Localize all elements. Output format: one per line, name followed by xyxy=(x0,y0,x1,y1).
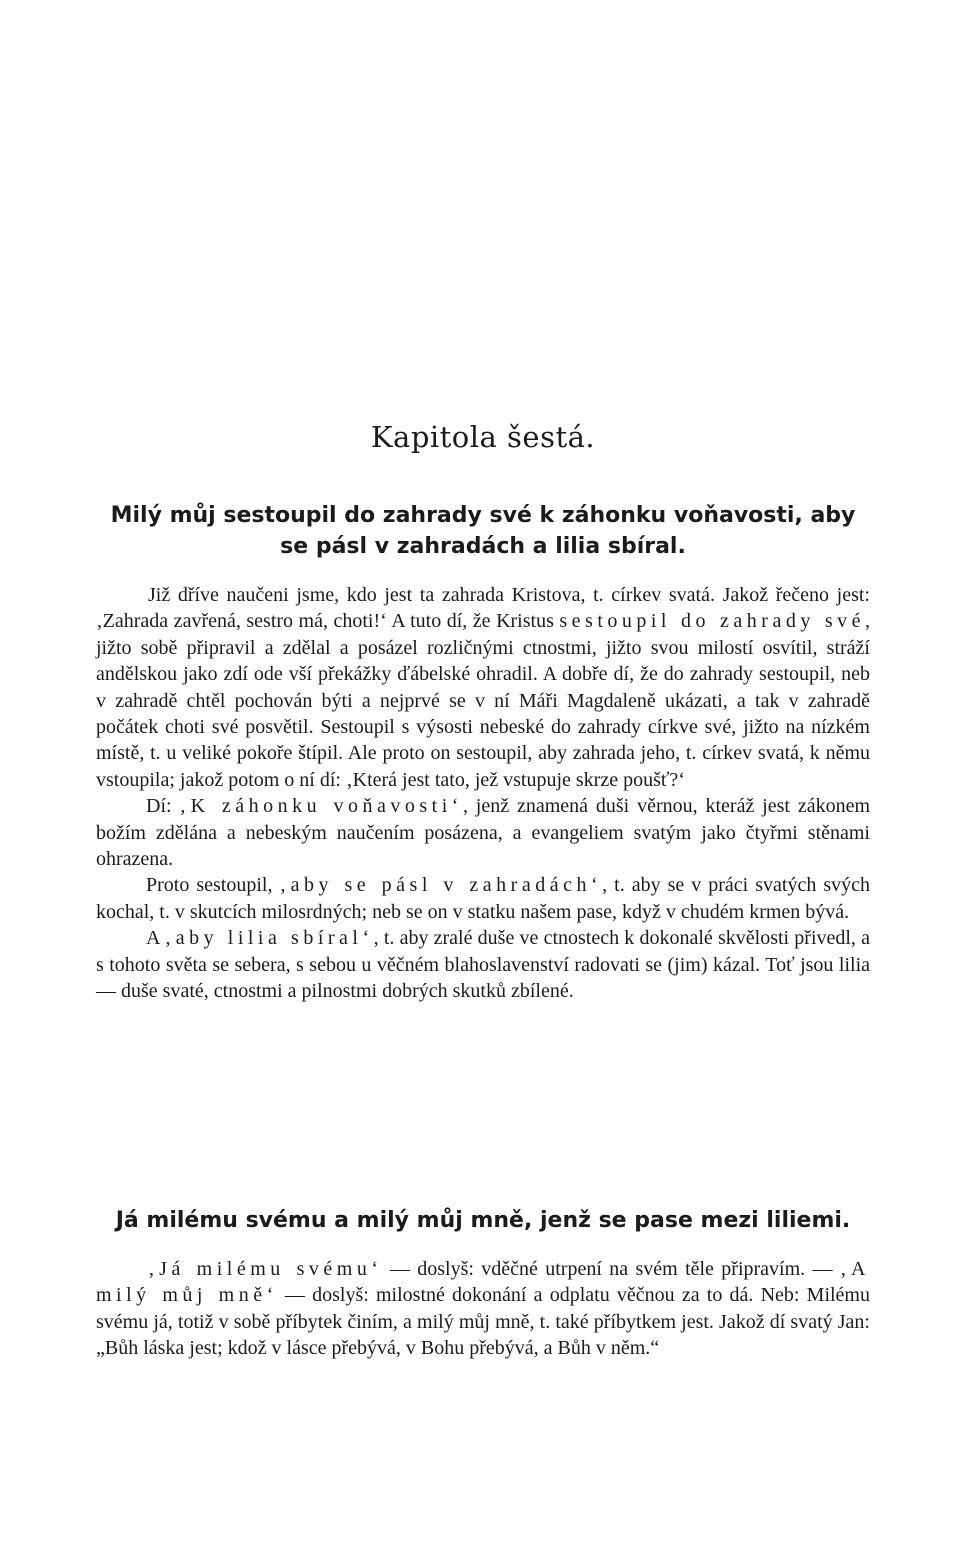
spaced-quote: sestoupil do zahrady své xyxy=(559,610,865,633)
paragraph-text: , t. aby zralé duše ve ctnostech k dokonalé skvělosti přivedl, a s tohoto světa se sebera, s sebou u věčném blahoslavenství radovati se (jim) kázal. Toť jsou lilia — duše svaté, ctnostmi a pilnostmi dobrých skutků zbílené. xyxy=(96,927,870,1003)
section-heading-1: Milý můj sestoupil do zahrady své k záhonku voňavosti, aby se pásl v zahradách a lilia sbíral. xyxy=(110,503,856,559)
spaced-quote: ‚aby se pásl v zahradách‘ xyxy=(279,874,603,897)
chapter-title: Kapitola šestá. xyxy=(370,420,596,454)
paragraph-text: Již dříve naučeni jsme, kdo jest ta zahrada Kristova, t. církev svatá. Jakož řečeno jest: ‚Zahrada zavřená, sestro má, choti!‘ A tuto dí, že Kristus xyxy=(96,584,870,633)
paragraph-text: Proto sestoupil, xyxy=(146,874,280,897)
spaced-quote: ‚K záhonku voňavosti‘ xyxy=(179,795,463,818)
paragraph-text: , jenž znamená duši věrnou, kteráž jest zákonem božím zdělána a nebeským naučením posázena, a evangeliem svatým jako čtyřmi stěnami ohrazena. xyxy=(96,795,871,871)
paragraph-3 xyxy=(96,872,870,925)
spaced-quote: ‚aby lilia sbíral‘ xyxy=(164,927,374,950)
spaced-quote: ‚Já milému svému‘ xyxy=(148,1258,383,1280)
section-body-2 xyxy=(96,1256,870,1362)
paragraph-text: Dí: xyxy=(146,795,180,818)
section-body-1 xyxy=(96,582,870,1005)
section-heading-2: Já milému svému a milý můj mně, jenž se pase mezi liliemi. xyxy=(115,1208,851,1233)
paragraph-text: — doslyš: milostné dokonání a odplatu věčnou za to dá. Neb: Milému svému já, totiž v sobě příbytek činím, a milý můj mně, t. také příbytkem jest. Jakož dí svatý Jan: „Bůh láska jest; kdož v lásce přebývá, v Bohu přebývá, a Bůh v něm.“ xyxy=(96,1284,870,1360)
spaced-quote: ‚A milý můj mně‘ xyxy=(96,1258,870,1307)
paragraph-2 xyxy=(96,793,870,872)
paragraph-1 xyxy=(96,582,870,793)
paragraph-4 xyxy=(96,925,870,1004)
paragraph-text: — doslyš: vděčné utrpení na svém těle připravím. — xyxy=(382,1258,840,1280)
paragraph-text: , t. aby se v práci svatých svých kochal, t. v skutcích milosrdných; neb se on v statku našem pase, když v chudém krmen bývá. xyxy=(96,874,870,923)
paragraph-text: , jižto sobě připravil a zdělal a posázel rozličnými ctnostmi, jižto svou milostí osvítil, stráží andělskou jako zdí ode vší překážky ďábelské ohradil. A dobře dí, že do zahrady sestoupil, neb v zahradě chtěl pochován býti a nejprvé se v ní Máři Magdaleně ukázati, a tak v zahradě počátek choti své posvětil. Sestoupil s výsosti nebeské do zahrady církve své, jižto na nízkém místě, t. u veliké pokoře štípil. Ale proto on sestoupil, aby zahrada jeho, t. církev svatá, k němu vstoupila; jakož potom o ní dí: ‚Která jest tato, jež vstupuje skrze poušť?‘ xyxy=(96,610,870,791)
paragraph-text: A xyxy=(146,927,165,950)
paragraph-5 xyxy=(96,1256,870,1362)
